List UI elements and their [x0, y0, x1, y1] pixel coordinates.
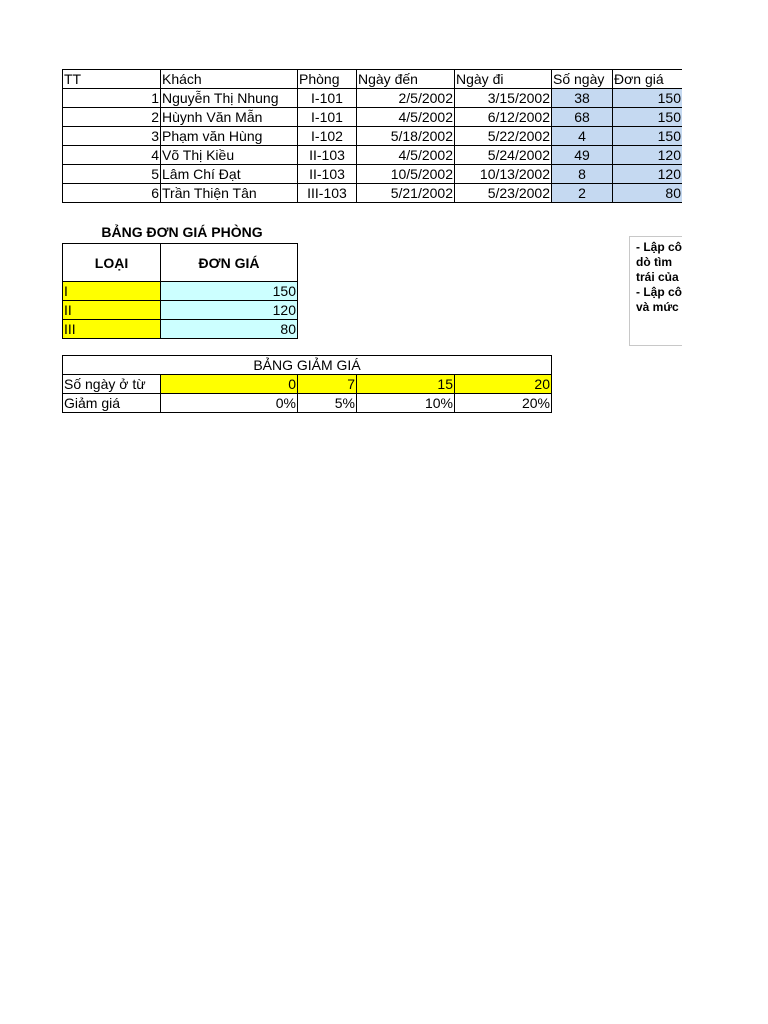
cell-price[interactable]: 150 [613, 89, 683, 108]
header-price[interactable]: Đơn giá [613, 70, 683, 89]
cell-leave[interactable]: 5/23/2002 [455, 184, 552, 203]
cell-days[interactable]: 8 [552, 165, 613, 184]
table-row [63, 108, 683, 127]
cell-room-type[interactable]: II [63, 301, 161, 320]
note-line: trái của [636, 270, 679, 284]
cell-room[interactable]: II-103 [298, 146, 357, 165]
cell-room[interactable]: I-101 [298, 108, 357, 127]
room-price-title: BẢNG ĐƠN GIÁ PHÒNG [101, 224, 263, 240]
guest-table [62, 69, 683, 203]
cell-arrive[interactable]: 5/18/2002 [357, 127, 455, 146]
header-tt[interactable]: TT [63, 70, 161, 89]
cell-days-label[interactable]: Số ngày ở từ [63, 375, 161, 394]
cell-guest[interactable]: Hùynh Văn Mẫn [161, 108, 298, 127]
cell-days-threshold[interactable]: 7 [298, 375, 357, 394]
table-row [63, 301, 298, 320]
cell-arrive[interactable]: 5/21/2002 [357, 184, 455, 203]
cell-arrive[interactable]: 2/5/2002 [357, 89, 455, 108]
table-row [63, 375, 552, 394]
header-room-price[interactable]: ĐƠN GIÁ [161, 244, 298, 282]
cell-price[interactable]: 150 [613, 108, 683, 127]
cell-price[interactable]: 120 [613, 146, 683, 165]
cell-room-price[interactable]: 150 [161, 282, 298, 301]
room-price-table [62, 243, 298, 339]
table-row [63, 165, 683, 184]
cell-guest[interactable]: Trần Thiện Tân [161, 184, 298, 203]
cell-price[interactable]: 150 [613, 127, 683, 146]
cell-discount-rate[interactable]: 10% [357, 394, 455, 413]
cell-leave[interactable]: 5/24/2002 [455, 146, 552, 165]
header-room-type[interactable]: LOẠI [63, 244, 161, 282]
cell-tt[interactable]: 3 [63, 127, 161, 146]
discount-table [62, 355, 552, 413]
cell-leave[interactable]: 5/22/2002 [455, 127, 552, 146]
cell-arrive[interactable]: 4/5/2002 [357, 146, 455, 165]
table-row [63, 89, 683, 108]
cell-discount-rate[interactable]: 5% [298, 394, 357, 413]
cell-days-threshold[interactable]: 20 [455, 375, 552, 394]
cell-tt[interactable]: 4 [63, 146, 161, 165]
table-row [63, 184, 683, 203]
table-row [63, 146, 683, 165]
cell-leave[interactable]: 3/15/2002 [455, 89, 552, 108]
header-guest[interactable]: Khách [161, 70, 298, 89]
cell-room[interactable]: II-103 [298, 165, 357, 184]
cell-room[interactable]: I-101 [298, 89, 357, 108]
cell-arrive[interactable]: 10/5/2002 [357, 165, 455, 184]
cell-room-price[interactable]: 120 [161, 301, 298, 320]
cell-discount-rate[interactable]: 0% [161, 394, 298, 413]
cell-price[interactable]: 80 [613, 184, 683, 203]
cell-tt[interactable]: 6 [63, 184, 161, 203]
cell-guest[interactable]: Phạm văn Hùng [161, 127, 298, 146]
note-line: dò tìm [636, 255, 672, 269]
cell-leave[interactable]: 10/13/2002 [455, 165, 552, 184]
cell-tt[interactable]: 1 [63, 89, 161, 108]
discount-title[interactable]: BẢNG GIẢM GIÁ [63, 356, 552, 375]
cell-room[interactable]: III-103 [298, 184, 357, 203]
cell-leave[interactable]: 6/12/2002 [455, 108, 552, 127]
header-leave[interactable]: Ngày đi [455, 70, 552, 89]
header-arrive[interactable]: Ngày đến [357, 70, 455, 89]
cell-room-type[interactable]: I [63, 282, 161, 301]
cell-days[interactable]: 4 [552, 127, 613, 146]
note-line: - Lập cô [636, 240, 683, 254]
cell-guest[interactable]: Nguyễn Thị Nhung [161, 89, 298, 108]
table-row [63, 127, 683, 146]
cell-tt[interactable]: 2 [63, 108, 161, 127]
cell-days-threshold[interactable]: 0 [161, 375, 298, 394]
cell-room-price[interactable]: 80 [161, 320, 298, 339]
cell-arrive[interactable]: 4/5/2002 [357, 108, 455, 127]
table-row [63, 282, 298, 301]
cell-room[interactable]: I-102 [298, 127, 357, 146]
cell-days[interactable]: 2 [552, 184, 613, 203]
cell-tt[interactable]: 5 [63, 165, 161, 184]
cell-days[interactable]: 38 [552, 89, 613, 108]
room-price-header-row [63, 244, 298, 282]
cell-price[interactable]: 120 [613, 165, 683, 184]
page-clip-area [682, 0, 768, 1024]
cell-discount-label[interactable]: Giảm giá [63, 394, 161, 413]
cell-days[interactable]: 49 [552, 146, 613, 165]
note-line: - Lập cô [636, 285, 683, 299]
note-line: và mức [636, 300, 679, 314]
cell-guest[interactable]: Lâm Chí Đạt [161, 165, 298, 184]
table-row [63, 320, 298, 339]
cell-days[interactable]: 68 [552, 108, 613, 127]
cell-discount-rate[interactable]: 20% [455, 394, 552, 413]
cell-room-type[interactable]: III [63, 320, 161, 339]
cell-guest[interactable]: Võ Thị Kiều [161, 146, 298, 165]
discount-title-row [63, 356, 552, 375]
header-days[interactable]: Số ngày [552, 70, 613, 89]
header-room[interactable]: Phòng [298, 70, 357, 89]
cell-days-threshold[interactable]: 15 [357, 375, 455, 394]
table-row [63, 394, 552, 413]
guest-table-header-row [63, 70, 683, 89]
